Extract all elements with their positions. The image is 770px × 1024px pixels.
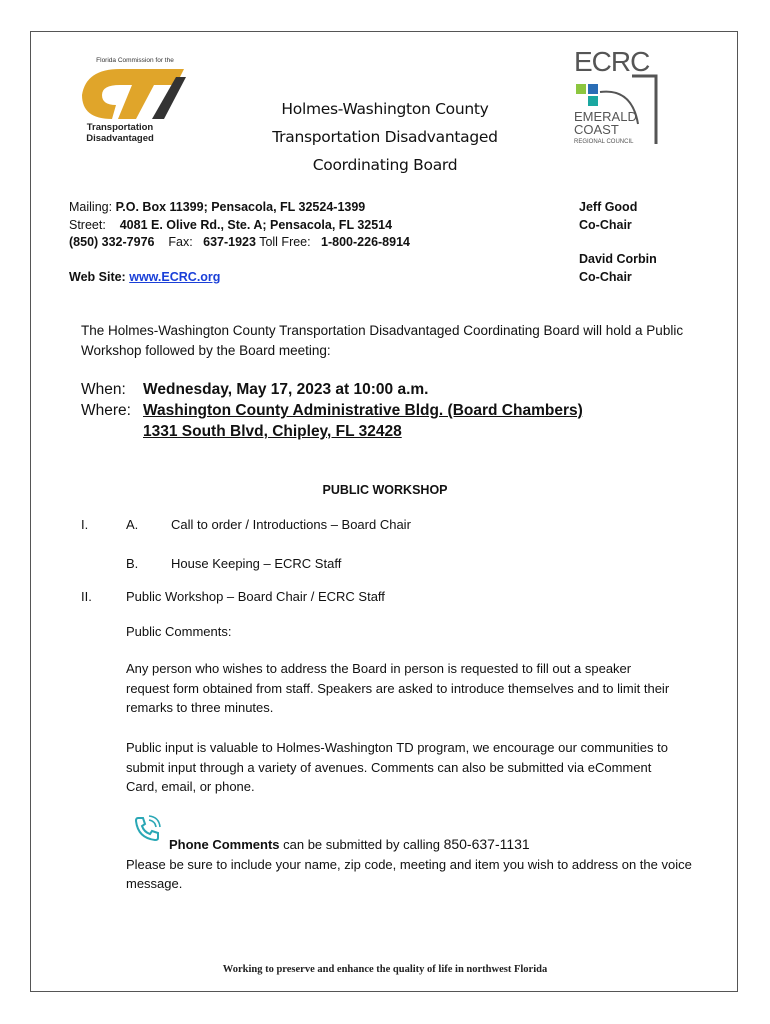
fax-label: Fax: xyxy=(168,235,193,249)
where-line-1: Washington County Administrative Bldg. (Board Chambers) xyxy=(143,402,583,419)
contact-info xyxy=(69,199,410,286)
title-line-2: Transportation Disadvantaged xyxy=(272,128,498,146)
mailing-label: Mailing: xyxy=(69,200,113,214)
ctd-logo xyxy=(80,55,190,150)
phone-comments-label: Phone Comments xyxy=(169,837,280,852)
workshop-heading: PUBLIC WORKSHOP xyxy=(322,483,448,497)
website-label: Web Site: xyxy=(69,269,126,284)
board-title xyxy=(200,95,570,179)
tollfree-label: Toll Free: xyxy=(259,235,311,249)
chair-role: Co-Chair xyxy=(579,217,632,232)
chair-role: Co-Chair xyxy=(579,269,632,284)
ecrc-logo xyxy=(572,44,662,147)
website-link[interactable]: www.ECRC.org xyxy=(129,269,221,284)
svg-text:EMERALD: EMERALD xyxy=(574,109,637,124)
title-line-3: Coordinating Board xyxy=(312,156,458,174)
website-row xyxy=(69,269,410,287)
section-1-number: I. xyxy=(81,517,89,532)
mailing-row xyxy=(69,199,410,217)
svg-text:REGIONAL COUNCIL: REGIONAL COUNCIL xyxy=(574,139,634,145)
svg-text:Florida Commission for the: Florida Commission for the xyxy=(96,57,174,64)
phone-comments-note: Please be sure to include your name, zip code, meeting and item you wish to address on the voice message. xyxy=(126,856,692,891)
phone-comments-text: can be submitted by calling xyxy=(279,837,444,852)
phone-comments-number: 850-637-1131 xyxy=(443,836,530,852)
chair-name: Jeff Good xyxy=(579,200,638,214)
footer-tagline: Working to preserve and enhance the quality of life in northwest Florida xyxy=(222,964,548,975)
where-line-2: 1331 South Blvd, Chipley, FL 32428 xyxy=(143,423,402,440)
when-value: Wednesday, May 17, 2023 at 10:00 a.m. xyxy=(143,381,429,398)
item-a-text: Call to order / Introductions – Board Chair xyxy=(171,517,411,532)
when-label: When: xyxy=(81,381,126,398)
chair-name: David Corbin xyxy=(579,252,657,266)
mailing-address: P.O. Box 11399; Pensacola, FL 32524-1399 xyxy=(115,200,366,214)
item-b-letter: B. xyxy=(126,556,139,571)
section-2-text: Public Workshop – Board Chair / ECRC Staff xyxy=(126,589,385,604)
item-a-letter: A. xyxy=(126,517,139,532)
svg-text:Transportation: Transportation xyxy=(86,122,154,133)
comments-paragraph-2: Public input is valuable to Holmes-Washington TD program, we encourage our communities to submit input through a variety of avenues. Comments can also be submitted via eComment Card, email, or phone. xyxy=(126,740,668,794)
where-label: Where: xyxy=(81,402,131,419)
title-line-1: Holmes-Washington County xyxy=(281,100,489,118)
public-comments-heading: Public Comments: xyxy=(126,624,232,639)
street-label: Street: xyxy=(69,217,106,232)
fax-number: 637-1923 xyxy=(203,235,256,249)
meeting-details xyxy=(81,379,583,442)
svg-text:ECRC: ECRC xyxy=(574,46,650,77)
svg-text:Disadvantaged: Disadvantaged xyxy=(86,133,154,144)
phone-comments xyxy=(126,818,696,894)
comments-paragraph-1: Any person who wishes to address the Board in person is requested to fill out a speaker request form obtained from staff. Speakers are asked to introduce themselves and to limit their remarks to three minutes. xyxy=(126,661,670,715)
street-address: 4081 E. Olive Rd., Ste. A; Pensacola, FL 32514 xyxy=(119,217,393,232)
co-chairs xyxy=(579,199,657,286)
item-b-text: House Keeping – ECRC Staff xyxy=(171,556,342,571)
svg-text:COAST: COAST xyxy=(574,122,619,137)
phone-number: (850) 332-7976 xyxy=(69,235,155,249)
tollfree-number: 1-800-226-8914 xyxy=(321,235,410,249)
section-2-number: II. xyxy=(81,589,92,604)
street-row xyxy=(69,217,410,235)
intro-paragraph: The Holmes-Washington County Transportation Disadvantaged Coordinating Board will hold a Public Workshop followed by the Board meeting: xyxy=(81,323,684,358)
phone-row xyxy=(69,234,410,252)
